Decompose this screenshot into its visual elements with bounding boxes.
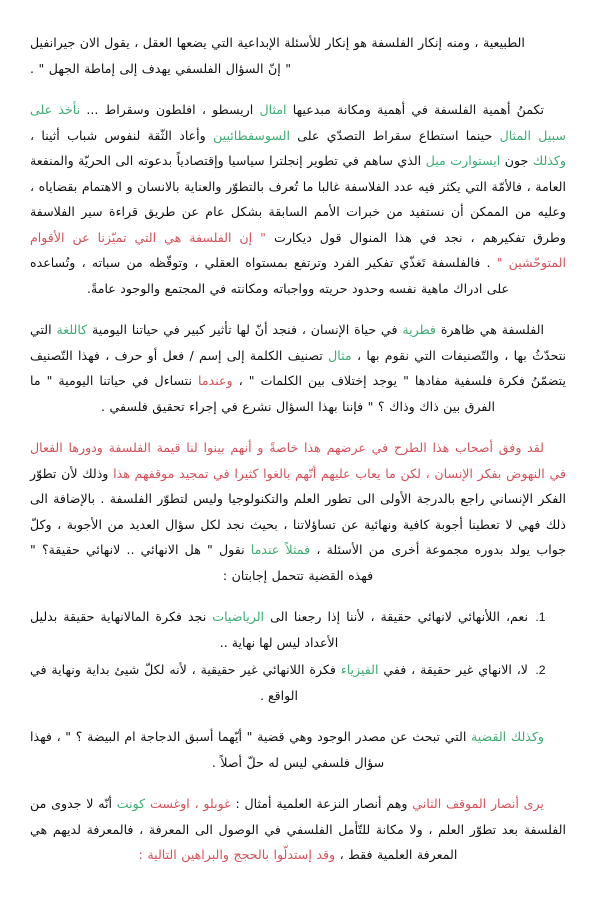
p3-highlight-green-3: مثال — [328, 347, 352, 363]
paragraph-5 — [30, 724, 566, 775]
paragraph-2 — [30, 97, 566, 301]
list-item-1-segment-1: نعم، اللأنهائي لانهائي حقيقة ، لأننا إذا رجعنا الى — [270, 609, 528, 624]
p3-segment-2: في حياة الإنسان ، فنجد أنّ لها تأثير كبير في حياتنا اليومية — [92, 322, 398, 337]
p5-segment-1: وكذلك — [510, 729, 544, 744]
p3-segment-3: التي نتحدّثُ بها ، والتّصنيفات التي نقوم بها ، — [30, 322, 566, 363]
p1-segment-1: الطبيعية ، ومنه إنكار الفلسفة هو إنكار للأسئلة الإبداعية التي يضعها العقل ، يقول الان جيرانفيل — [30, 35, 525, 50]
p5-highlight-green-1: القضية — [471, 729, 507, 744]
p4-highlight-green-1: فمثلاً عندما — [250, 542, 311, 557]
paragraph-1 — [30, 30, 566, 81]
p2-segment-1: تكمنُ أهمية الفلسفة في أهمية ومكانة مبدعيها — [292, 102, 544, 117]
list-item-1-segment-2: نجد فكرة المالانهاية حقيقة بدليل الأعداد ليس لها نهاية .. — [30, 609, 339, 650]
p2-highlight-green-4: وكذلك — [532, 153, 566, 168]
p3-highlight-red-1: وعندما — [198, 373, 233, 388]
p2-highlight-green-2: نأخذ على سبيل المثال — [30, 102, 566, 143]
list-item — [30, 657, 532, 708]
p2-segment-5: جون — [504, 153, 529, 168]
p3-highlight-green-2: كاللغة — [56, 322, 88, 337]
p4-segment-2: نقول " هل الانهائي .. لانهائي حقيقة؟ " فهذه القضية تتحمل إجابتان : — [30, 542, 374, 583]
p6-highlight-red-2: غوبلو ، اوغست — [149, 796, 231, 811]
list-item-2-highlight-green: الفيزياء — [340, 662, 379, 677]
p3-segment-4: تصنيف الكلمة إلى إسم / فعل أو حرف ، فهذا التّصنيف يتضمّنُ فكرة فلسفية مفادها " يوجد إختلاف بين الكلمات " ، — [30, 347, 566, 388]
p6-highlight-green-1: كونت — [116, 796, 146, 811]
p2-segment-2: اريسطو ، افلطون وسقراط ... — [86, 102, 254, 117]
p6-segment-1: وهم أنصار النزعة العلمية أمثال : — [235, 796, 408, 811]
p6-highlight-red-1: يرى أنصار الموقف الثاني — [412, 796, 544, 811]
bottom-margin — [30, 884, 566, 924]
list-item-2-segment-2: فكرة اللانهائي غير حقيقية ، لأنه لكلّ شيئ بداية ونهاية في الواقع . — [30, 662, 336, 703]
p2-segment-3: حينما استطاع سقراط التصدّي على — [297, 127, 493, 143]
p4-segment-1: وذلك لأن تطوّر الفكر الإنساني راجع بالدرجة الأولى الى تطور العلم والتكنولوجيا وليس لتطوّر الفلسفة . بالإضافة الى ذلك فهي لا تعطينا أجوبة كافية ونهائية عن تساؤلاتنا ، بحيث نجد لكل سؤال العديد من الأجوبة ، وكلّ جواب يولد بدوره مجموعة أخرى من الأسئلة ، — [30, 465, 567, 557]
p2-highlight-green-1: امثال — [259, 102, 287, 117]
p2-segment-7: . فالفلسفة تَغذّي تفكير الفرد وترتفع بمستواه العقلي ، وتوقّظه من سباته ، وتُساعده على ادراك ماهية نفسه وحدود حريته وواجباته ومكانته في المجتمع والوجود عامةً. — [30, 255, 510, 296]
list-item — [30, 604, 532, 655]
list-item-2-segment-1: لا، الانهاي غير حقيقة ، ففي — [383, 662, 528, 677]
p6-segment-2: أنّه لا جدوى من الفلسفة بعد تطوّر العلم ، ولا مكانة للتّأمل الفلسفي في الوصول الى المعرفة ، فالمعرفة لديهم هي المعرفة العلمية فقط ، — [30, 796, 566, 862]
p1-segment-2: " إنّ السؤال الفلسفي يهدف إلى إماطة الجهل " . — [30, 60, 292, 76]
list-item-1-highlight-green: الرياضيات — [212, 609, 265, 624]
paragraph-4 — [30, 435, 566, 588]
p2-highlight-green-5: ايستوارت ميل — [425, 153, 501, 168]
p4-highlight-red-2: لكن ما يعاب عليهم أنّهم بالغوا كثيرا في تمجيد موقفهم هذا — [113, 465, 421, 481]
p2-highlight-green-3: السوسفطائيين — [213, 127, 290, 143]
paragraph-3 — [30, 317, 566, 419]
p2-segment-6: الذي ساهم في تطوير إنجلترا سياسيا وإقتصادياً بدعوته الى الحريّة والمنفعة العامة ، فالأمّة التي يكثر فيه عدد الفلاسفة غالبا ما تُعرف بالتطوّر والعناية بالانسان و الاهتمام بقضاياه ، وعليه من الممكن أن نستفيد من خبرات الأمم السابقة بشكل عام عن طريق قراءة سير الفلاسفة وطرق تفكيرهم ، نجد في هذا المنوال قول ديكارت — [29, 153, 566, 245]
p4-highlight-red-1: لقد وفق أصحاب هذا الطرح في عرضهم هذا خاصةً و أنهم بينوا لنا قيمة الفلسفة ودورها الفعال في النهوض بفكر الإنسان ، — [30, 440, 566, 481]
answers-list — [30, 604, 566, 708]
p3-segment-1: الفلسفة هي ظاهرة — [440, 322, 544, 337]
p3-segment-5: نتساءل في حياتنا اليومية " ما الفرق بين ذاك وذاك ؟ " فإننا بهذا السؤال نشرع في إجراء تحقيق فلسفي . — [30, 373, 496, 414]
p5-segment-2: التي تبحث عن مصدر الوجود وهي قضية " أيّهما أسبق الدجاجة ام البيضة ؟ " ، فهذا سؤال فلسفي ليس له حلّ أصلاً . — [30, 729, 467, 770]
p3-highlight-green-1: فطرية — [402, 322, 436, 337]
p2-segment-4: وأعاد الثّقة لنفوس شباب أثينا ، — [30, 127, 206, 143]
p2-highlight-red-1: " إن الفلسفة هي التي تميّزنا عن الأقوام المتوحّشين " — [30, 229, 566, 270]
paragraph-6 — [30, 791, 566, 868]
p6-highlight-red-3: وقد إستدلّوا بالحجج والبراهين التالية : — [138, 847, 336, 862]
